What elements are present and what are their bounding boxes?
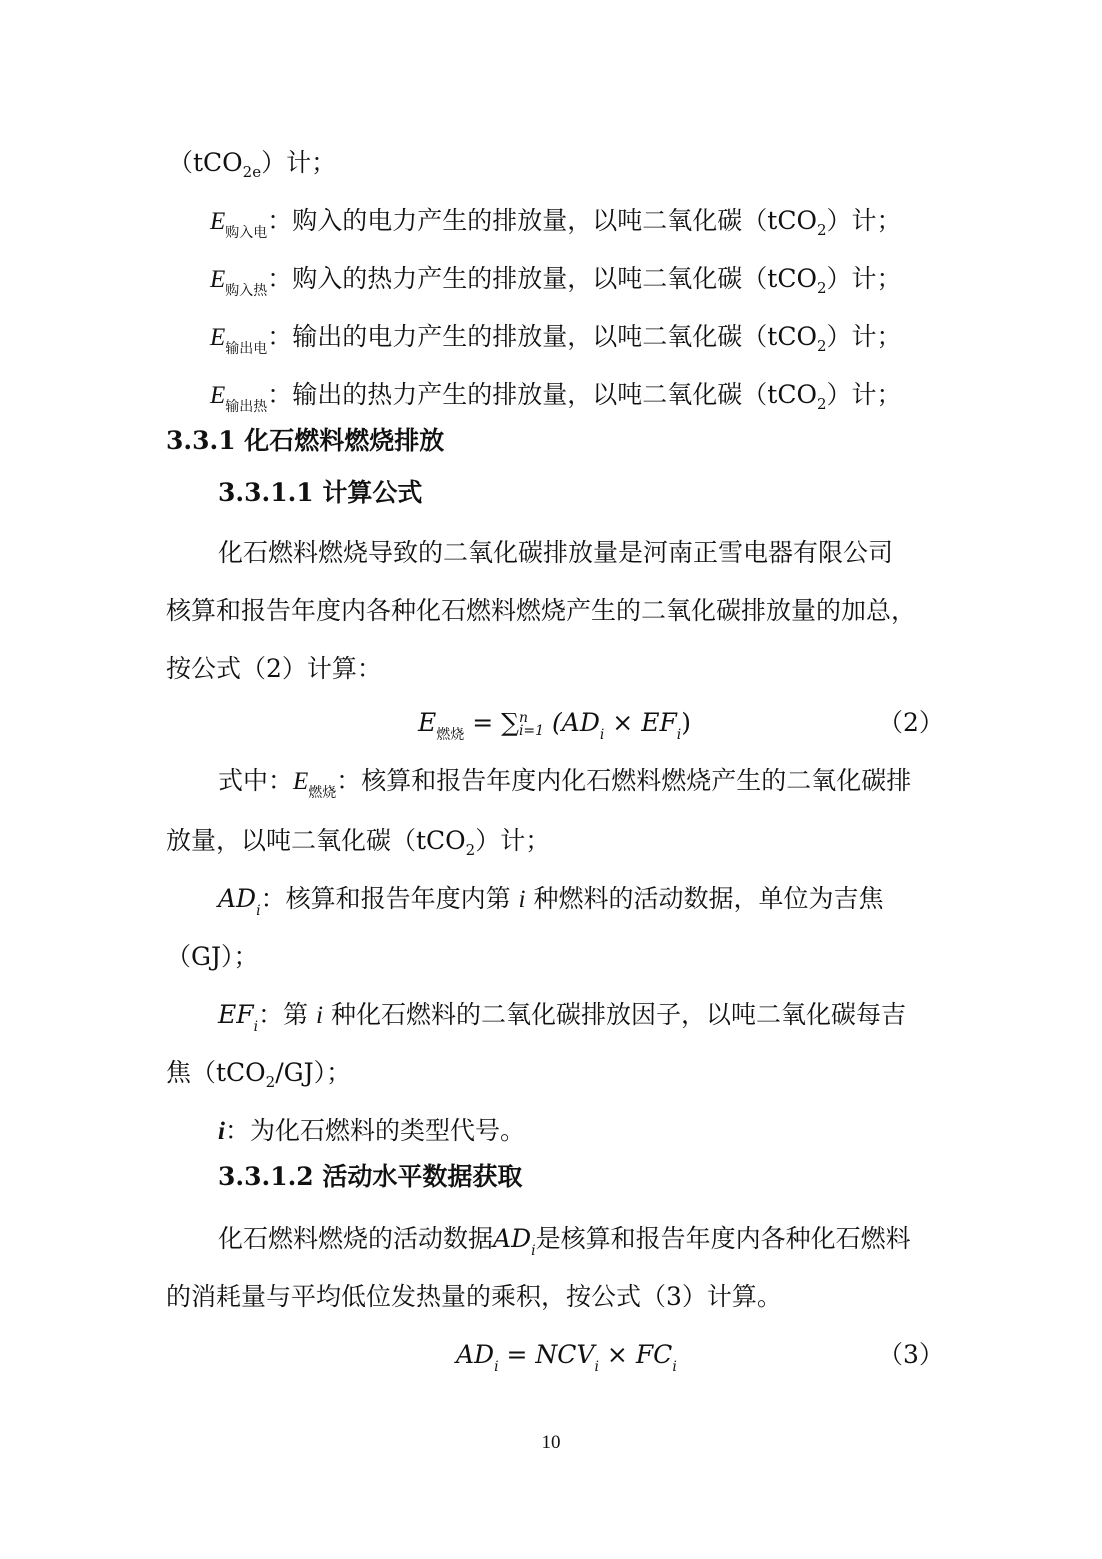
symbol-e: E: [210, 382, 226, 409]
para2-text-b: 是核算和报告年度内各种化石燃料: [535, 1224, 911, 1253]
unit-line: [168, 148, 336, 181]
equation-3: [456, 1340, 677, 1374]
def-text: ：核算和报告年度内第: [260, 884, 519, 913]
def-e-burn-line2: [166, 826, 550, 859]
heading-3-3-1-1: 3.3.1.1 计算公式: [218, 478, 423, 507]
def-e-buy-heat: [210, 264, 902, 298]
eq3-fc-sub: i: [672, 1359, 677, 1375]
def-ad-line2: （GJ）；: [166, 942, 259, 971]
co2-sub: 2: [265, 1073, 276, 1091]
symbol-sub: 购入热: [225, 283, 268, 299]
eq2-ef-sub: i: [676, 727, 682, 743]
eq2-sum: = ∑: [464, 708, 519, 737]
symbol-sub: i: [531, 1243, 536, 1259]
symbol-ad: AD: [493, 1224, 532, 1253]
eq2-limits: [518, 709, 545, 739]
equation-2: [418, 708, 691, 742]
def-ef-line2: [166, 1058, 351, 1091]
def-tail: ）计；: [826, 264, 902, 293]
def-e-out-heat: [210, 380, 902, 414]
eq2-lhs-sub: 燃烧: [436, 727, 465, 743]
symbol-ef: EF: [218, 1000, 254, 1029]
unit-tail: ）计；: [261, 148, 337, 177]
def-i: [218, 1116, 525, 1147]
def-text: 焦（tCO: [166, 1058, 266, 1087]
eq3-ad-sub: i: [494, 1359, 499, 1375]
def-tail: ）计；: [826, 380, 902, 409]
eq2-ef: × EF: [604, 708, 677, 737]
para2-text-a: 化石燃料燃烧的活动数据: [218, 1224, 494, 1253]
def-tail: ）计；: [826, 322, 902, 351]
eq3-ncv-sub: i: [594, 1359, 599, 1375]
equation-2-number: （2）: [878, 708, 944, 737]
def-text2: 种化石燃料的二氧化碳排放因子，以吨二氧化碳每吉: [323, 1000, 906, 1029]
def-e-out-elec: [210, 322, 902, 356]
equation-3-number: （3）: [878, 1340, 944, 1369]
def-text: ：输出的电力产生的排放量，以吨二氧化碳（tCO: [267, 322, 817, 351]
def-text: ：购入的热力产生的排放量，以吨二氧化碳（tCO: [267, 264, 817, 293]
symbol-i: i: [518, 886, 526, 913]
def-text: ：第: [258, 1000, 317, 1029]
co2-sub: 2: [816, 337, 827, 355]
unit-text: （tCO: [168, 148, 243, 177]
co2-sub: 2: [816, 279, 827, 297]
def-e-buy-elec: [210, 206, 902, 240]
def-text: 放量，以吨二氧化碳（tCO: [166, 826, 466, 855]
page-number: 10: [541, 1432, 561, 1453]
co2-sub: 2: [816, 221, 827, 239]
symbol-sub: i: [256, 903, 261, 919]
symbol-sub: 购入电: [225, 225, 268, 241]
eq2-lhs: E: [418, 708, 437, 737]
eq3-fc: × FC: [598, 1340, 673, 1369]
def-text: ：核算和报告年度内化石燃料燃烧产生的二氧化碳排: [336, 766, 912, 795]
symbol-e: E: [293, 768, 309, 795]
symbol-sub: i: [253, 1019, 259, 1035]
symbol-ad: AD: [218, 884, 257, 913]
para2-line2: 的消耗量与平均低位发热量的乘积，按公式（3）计算。: [166, 1282, 782, 1311]
symbol-e: E: [210, 266, 226, 293]
para2-line1: [218, 1224, 911, 1258]
def-e-burn: [218, 766, 911, 800]
symbol-sub: 输出电: [225, 341, 268, 357]
eq2-close: ): [681, 708, 692, 737]
def-tail: ）计；: [475, 826, 551, 855]
def-text: ：购入的电力产生的排放量，以吨二氧化碳（tCO: [267, 206, 817, 235]
def-tail: ）计；: [826, 206, 902, 235]
heading-3-3-1: 3.3.1 化石燃料燃烧排放: [166, 426, 445, 455]
eq2-ad: (AD: [544, 708, 600, 737]
para1-line2: 核算和报告年度内各种化石燃料燃烧产生的二氧化碳排放量的加总，: [166, 596, 917, 625]
def-prefix: 式中：: [218, 766, 294, 795]
eq3-ncv: = NCV: [498, 1340, 595, 1369]
eq2-sum-top: n: [518, 709, 528, 726]
symbol-i: i: [218, 1118, 225, 1145]
heading-3-3-1-2: 3.3.1.2 活动水平数据获取: [218, 1162, 523, 1191]
para1-line1: 化石燃料燃烧导致的二氧化碳排放量是河南正雪电器有限公司: [218, 538, 894, 567]
symbol-e: E: [210, 208, 226, 235]
co2-sub: 2: [465, 841, 476, 859]
eq3-ad: AD: [456, 1340, 495, 1369]
symbol-sub: 燃烧: [308, 785, 337, 801]
para1-line3: 按公式（2）计算：: [166, 654, 382, 683]
def-tail: /GJ）；: [275, 1058, 352, 1087]
symbol-i: i: [316, 1002, 323, 1029]
unit-sub: 2e: [242, 163, 262, 181]
def-text: ：输出的热力产生的排放量，以吨二氧化碳（tCO: [267, 380, 817, 409]
co2-sub: 2: [816, 395, 827, 413]
eq2-sum-bot: i=1: [518, 722, 545, 739]
symbol-e: E: [210, 324, 226, 351]
eq2-ad-sub: i: [599, 727, 605, 743]
def-text: ：为化石燃料的类型代号。: [224, 1116, 525, 1145]
symbol-sub: 输出热: [225, 399, 268, 415]
def-ef: [218, 1000, 906, 1034]
def-text2: 种燃料的活动数据，单位为吉焦: [525, 884, 884, 913]
def-ad: [218, 884, 883, 918]
